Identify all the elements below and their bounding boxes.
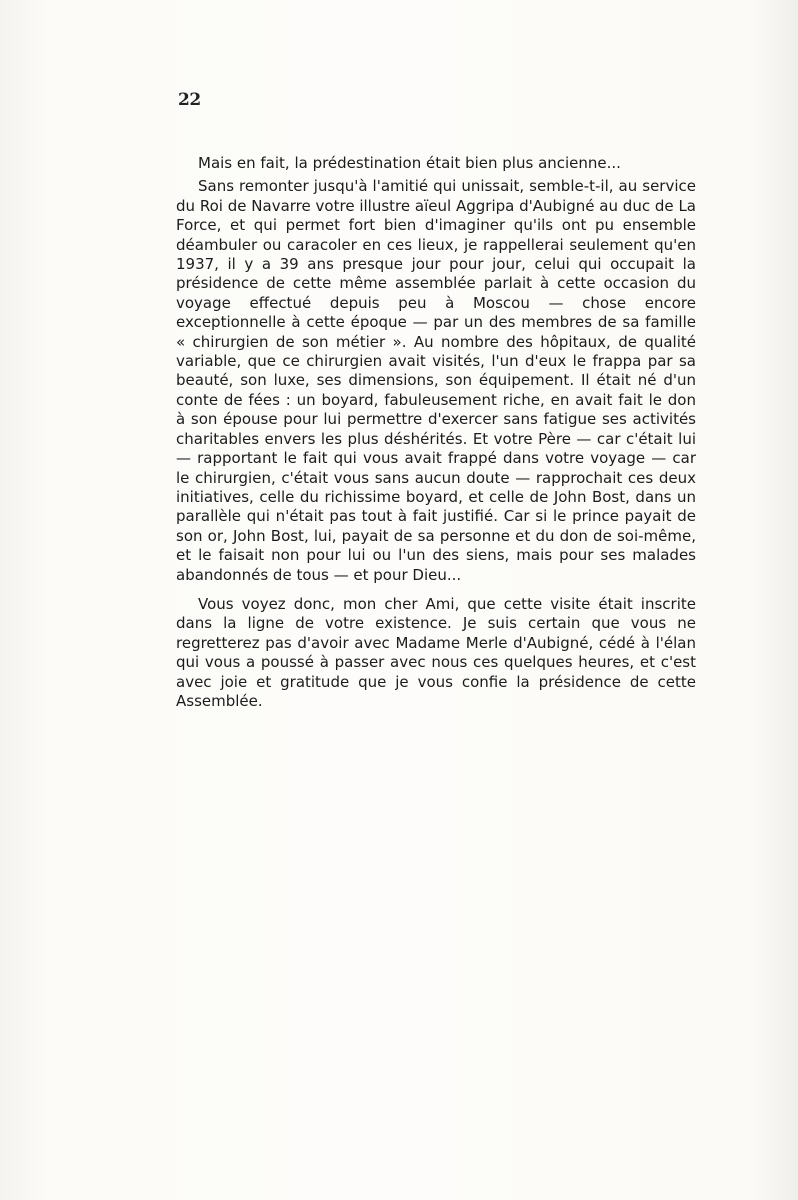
body-text (176, 154, 696, 721)
paragraph-2: Sans remonter jusqu'à l'amitié qui unissait, semble-t-il, au service du Roi de Navarre votre illustre aïeul Aggripa d'Aubigné au duc de La Force, et qui permet fort bien d'imaginer qu'ils ont pu ensemble déambuler ou caracoler en ces lieux, je rappellerai seulement qu'en 1937, il y a 39 ans presque jour pour jour, celui qui occupait la présidence de cette même assemblée parlait à cette occasion du voyage effectué depuis peu à Moscou — chose encore exceptionnelle à cette époque — par un des membres de sa famille « chirurgien de son métier ». Au nombre des hôpitaux, de qualité variable, que ce chirurgien avait visités, l'un d'eux le frappa par sa beauté, son luxe, ses dimensions, son équipement. Il était né d'un conte de fées : un boyard, fabuleusement riche, en avait fait le don à son épouse pour lui permettre d'exercer sans fatigue ses activités charitables envers les plus déshérités. Et votre Père — car c'était lui — rapportant le fait qui vous avait frappé dans votre voyage — car le chirurgien, c'était vous sans aucun doute — rapprochait ces deux initiatives, celle du richissime boyard, et celle de John Bost, dans un parallèle qui n'était pas tout à fait justifié. Car si le prince payait de son or, John Bost, lui, payait de sa personne et du don de soi-même, et le faisait non pour lui ou l'un des siens, mais pour ses malades abandonnés de tous — et pour Dieu... (176, 177, 696, 584)
paragraph-3: Vous voyez donc, mon cher Ami, que cette visite était inscrite dans la ligne de votre existence. Je suis certain que vous ne regretterez pas d'avoir avec Madame Merle d'Aubigné, cédé à l'élan qui vous a poussé à passer avec nous ces quelques heures, et c'est avec joie et gratitude que je vous confie la présidence de cette Assemblée. (176, 594, 696, 710)
paragraph-1: Mais en fait, la prédestination était bien plus ancienne... (198, 154, 621, 172)
page-number: 22 (178, 90, 201, 110)
